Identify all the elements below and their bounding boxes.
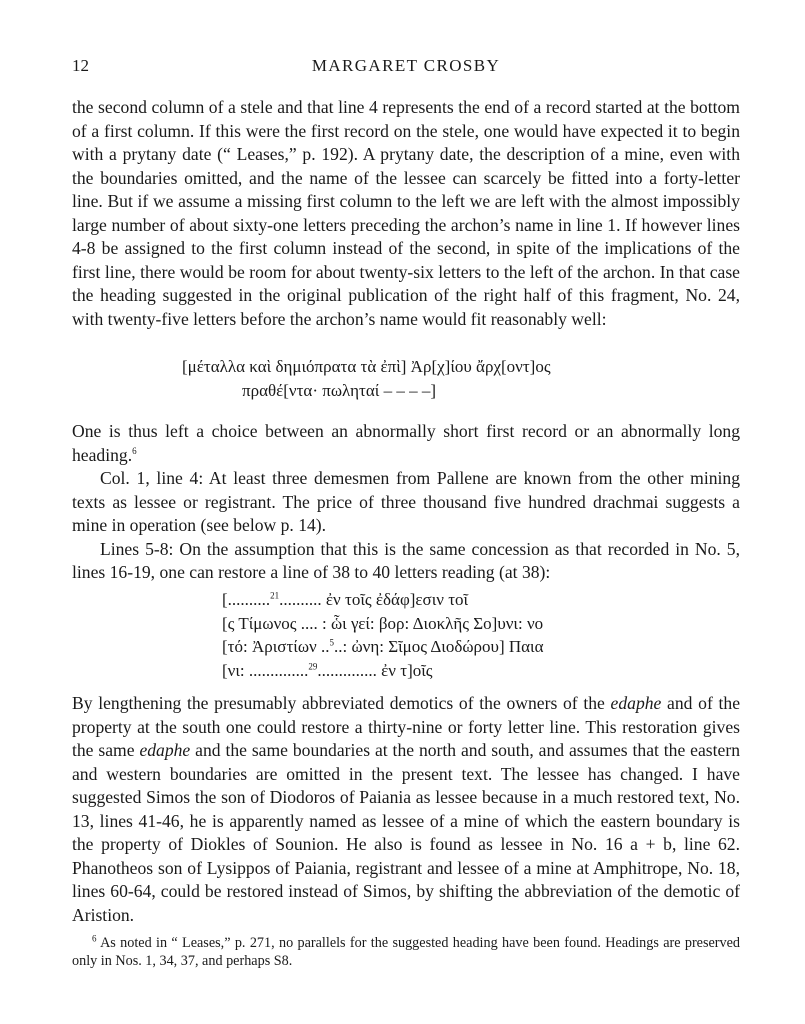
italic-term: edaphe bbox=[139, 740, 191, 760]
letter-count: 21 bbox=[270, 590, 280, 601]
paragraph: Col. 1, line 4: At least three demesmen from Pallene are known from the other mining texts as lessee or registrant. The price of three thousand five hundred drachmai suggests a mine in operation (see below p. 14). bbox=[72, 468, 740, 535]
paragraph: Lines 5-8: On the assumption that this is the same concession as that recorded in No. 5, lines 16-19, one can restore a line of 38 to 40 letters reading (at 38): bbox=[72, 538, 740, 582]
greek-restoration bbox=[222, 588, 642, 682]
restoration-line bbox=[222, 612, 642, 636]
paragraph: the second column of a stele and that line 4 represents the end of a record started at the bottom of a first column. If this were the first record on the stele, one would have expected it to begin with a prytany date (“ Leases,” p. 192). A prytany date, the description of a mine, even with the boundaries omitted, and the name of the lessee can scarcely be fitted into a forty-letter line. But if we assume a missing first column to the left we are left with the almost impossibly large number of about sixty-one letters preceding the archon’s name in line 1. If however lines 4-8 be assigned to the first column instead of the second, in spite of the implications of the first line, there would be room for about twenty-six letters to the left of the archon. In that case the heading suggested in the original publication of the right half of this fragment, No. 24, with twenty-five letters before the archon’s name would fit reasonably well: bbox=[72, 97, 740, 329]
restoration-line bbox=[222, 659, 642, 683]
restoration-text: .............. ἐν τ]οῖς bbox=[317, 660, 433, 680]
footnote-marker: 6 bbox=[92, 933, 97, 944]
body-text-top bbox=[72, 96, 740, 331]
letter-count: 29 bbox=[308, 660, 318, 671]
restoration-line bbox=[222, 588, 642, 612]
paragraph-text: and of the property at the south one could restore a thirty-nine or forty letter line. This restoration gives the same bbox=[72, 693, 741, 760]
body-text-middle bbox=[72, 420, 740, 585]
footnote-text: As noted in “ Leases,” p. 271, no parallels for the suggested heading have been found. Headings are preserved only in Nos. 1, 34, 37, and perhaps S8. bbox=[72, 935, 740, 969]
footnote-body bbox=[72, 934, 740, 970]
page-header bbox=[72, 56, 740, 80]
footnote bbox=[72, 934, 740, 970]
restoration-text: [ς Τίμωνος .... : ὧι γεί: βορ: Διοκλῆς Σο]υνι: νο bbox=[222, 613, 544, 633]
restoration-text: [νι: .............. bbox=[222, 660, 309, 680]
letter-count: 5 bbox=[329, 637, 334, 648]
greek-heading-line-2: πραθέ[ντα· πωληταί – – – –] bbox=[242, 381, 436, 400]
paragraph bbox=[72, 420, 740, 467]
restoration-text: ..: ὠνη: Σῖμος Διοδώρου] Παια bbox=[334, 637, 544, 656]
footnote-ref: 6 bbox=[132, 445, 137, 456]
paragraph-text: By lengthening the presumably abbreviated demotics of the owners of the bbox=[72, 693, 611, 713]
page-number: 12 bbox=[72, 56, 89, 75]
restoration-text: .......... ἐν τοῖς ἐδάφ]εσιν τοῖ bbox=[279, 590, 469, 609]
restoration-line bbox=[222, 635, 642, 659]
italic-term: edaphe bbox=[610, 693, 662, 713]
body-text-bottom bbox=[72, 692, 740, 927]
paragraph-text: One is thus left a choice between an abnormally short first record or an abnormally long heading. bbox=[72, 421, 740, 465]
paragraph bbox=[72, 692, 740, 927]
restoration-text: [.......... bbox=[222, 590, 271, 609]
restoration-text: [τό: Ἀριστίων .. bbox=[222, 637, 330, 656]
running-head: MARGARET CROSBY bbox=[311, 56, 501, 75]
paragraph-text: and the same boundaries at the north and south, and assumes that the eastern and western boundaries are omitted in the present text. The lessee has changed. I have suggested Simos the son of Diodoros of Paiania as lessee because in a much restored text, No. 13, lines 41-46, he is apparently named as lessee of a mine of which the eastern boundary is the property of Diokles of Sounion. He also is found as lessee in No. 16 a + b, line 62. Phanotheos son of Lysippos of Paiania, registrant and lessee of a mine at Amphitrope, No. 18, lines 60-64, could be restored instead of Simos, by shifting the abbreviation of the demotic of Aristion. bbox=[72, 740, 740, 925]
greek-heading-line-1: [μέταλλα καὶ δημιόπρατα τὰ ἐπὶ] Ἀρ[χ]ίου ἄρχ[οντ]ος bbox=[182, 357, 551, 376]
